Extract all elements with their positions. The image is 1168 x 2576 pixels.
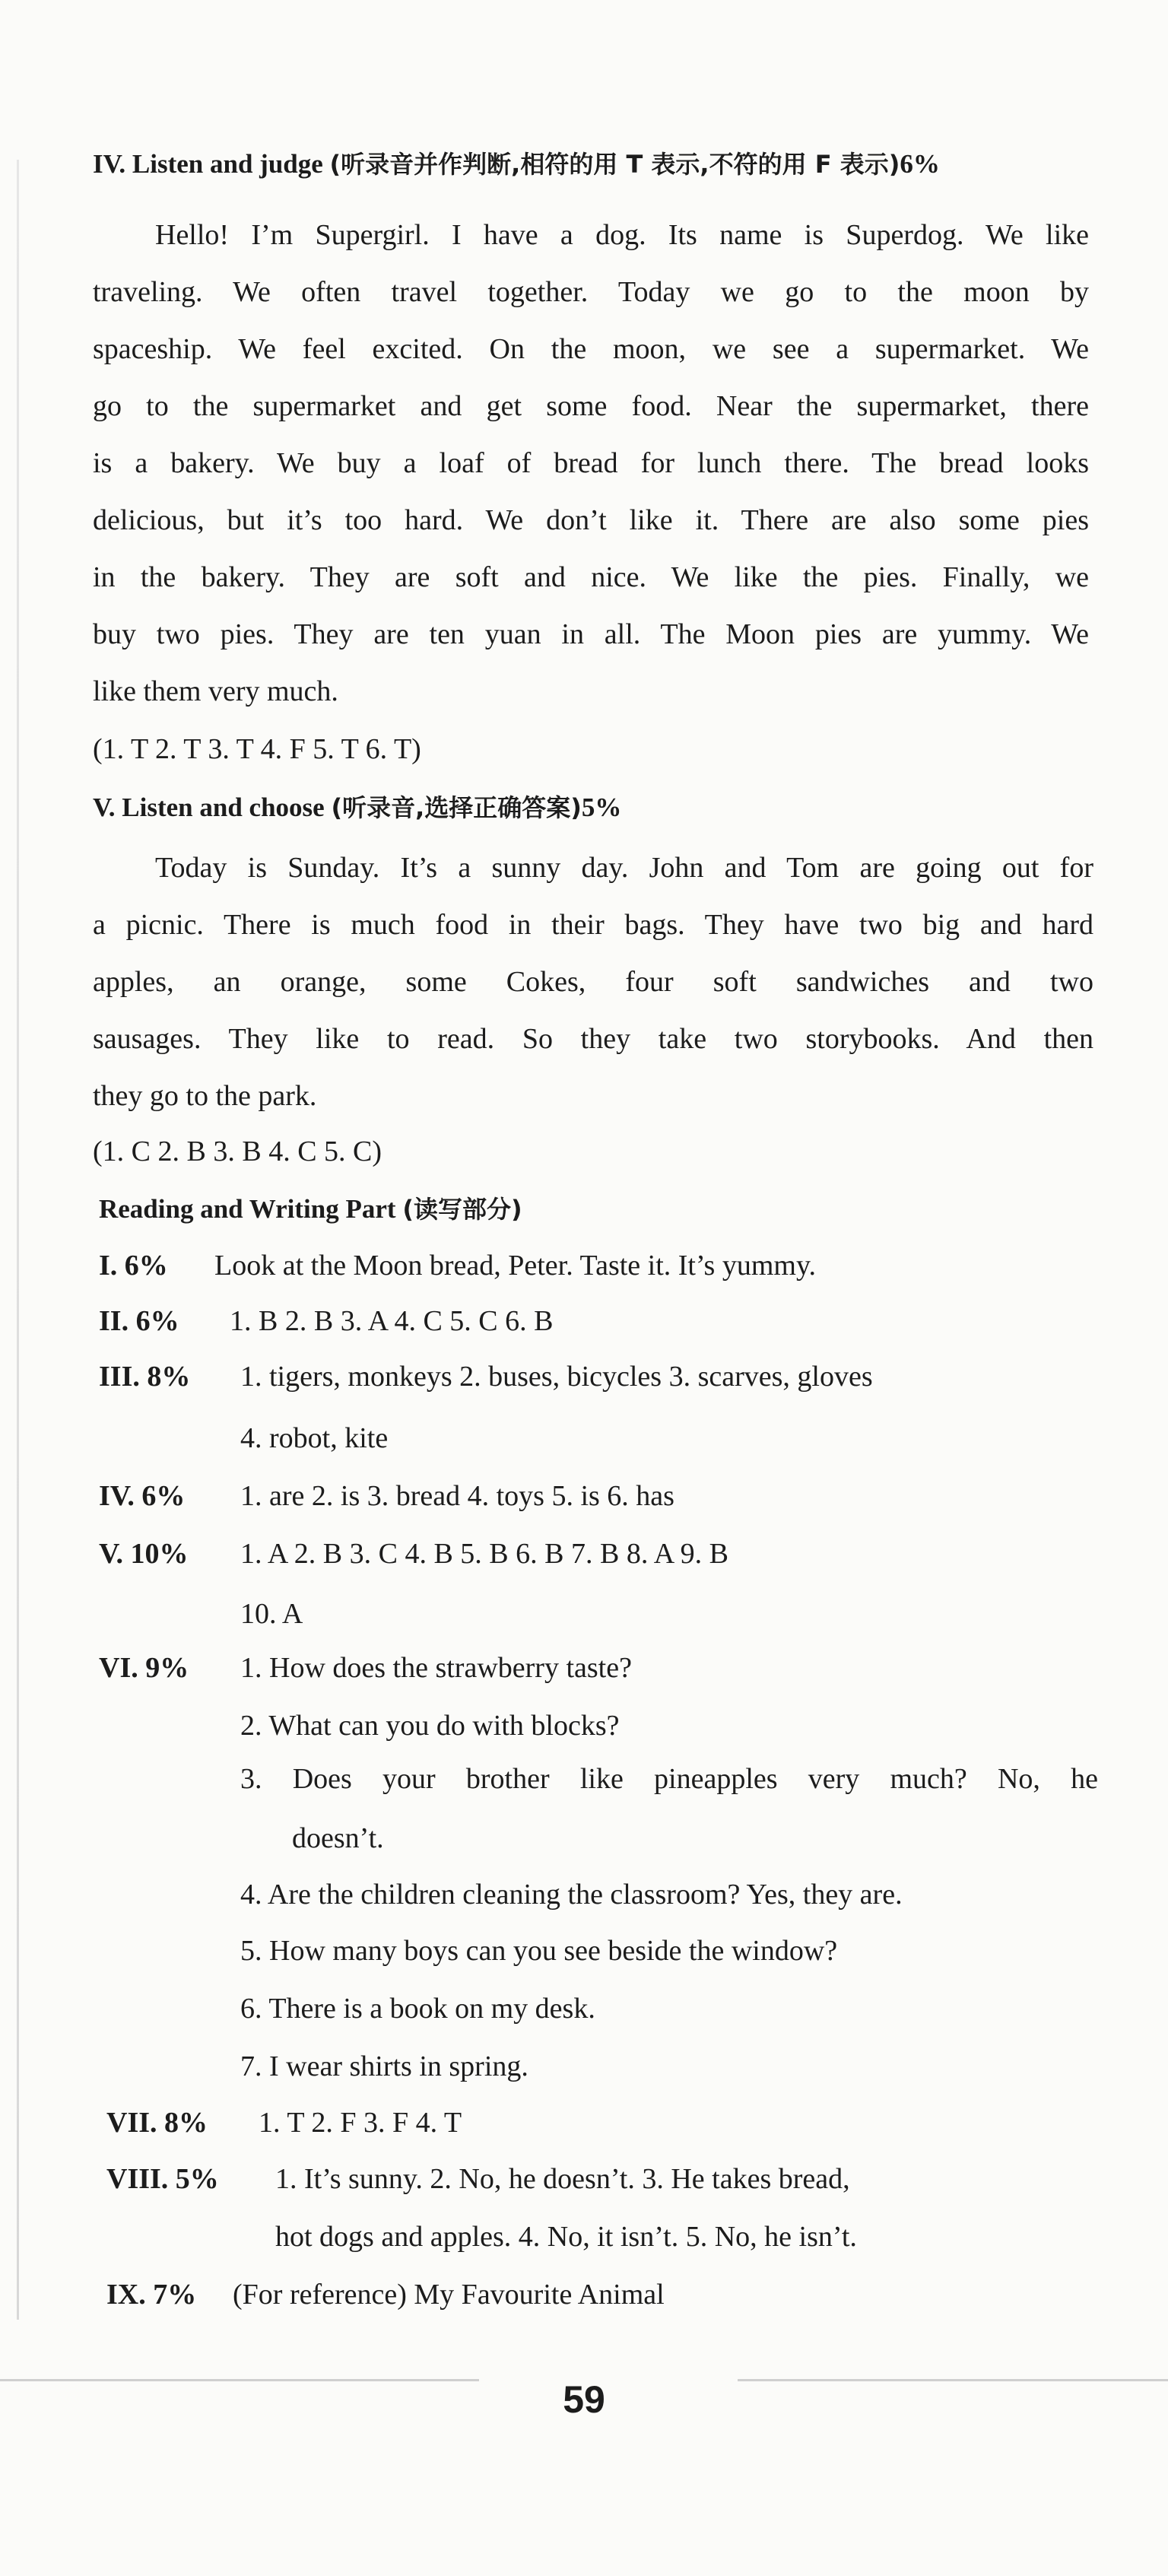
transcript-line: traveling. We often travel together. Today we go to the moon by [93, 276, 1089, 308]
transcript-line: in the bakery. They are soft and nice. We like the pies. Finally, we [93, 561, 1089, 593]
transcript-line: spaceship. We feel excited. On the moon, we see a supermarket. We [93, 333, 1089, 365]
reading-item-5-cont: 10. A [240, 1598, 303, 1630]
reading-item-8-cont: hot dogs and apples. 4. No, it isn’t. 5. No, he isn’t. [275, 2221, 857, 2253]
item-label: VII. 8% [106, 2107, 208, 2139]
transcript-line: go to the supermarket and get some food. Near the supermarket, there [93, 390, 1089, 422]
listening-section4-transcript [93, 207, 1089, 720]
transcript-line: like them very much. [93, 675, 338, 707]
item-answer: (For reference) My Favourite Animal [233, 2279, 665, 2311]
reading-item-6 [99, 1653, 632, 1682]
item-label: I. 6% [99, 1250, 168, 1282]
footer-rule-right [738, 2379, 1168, 2381]
reading-item-4 [99, 1482, 674, 1510]
reading-item-6-line: 2. What can you do with blocks? [240, 1710, 620, 1742]
heading-cn: (听录音并作判断,相符的用 T 表示,不符的用 F 表示) [329, 150, 900, 179]
heading-en: IV. Listen and judge [93, 149, 323, 179]
heading-pct: 6% [900, 149, 940, 179]
reading-item-8 [106, 2165, 850, 2193]
heading-pct: 5% [581, 792, 622, 822]
item-answer: 1. are 2. is 3. bread 4. toys 5. is 6. has [240, 1480, 674, 1512]
item-answer: 1. It’s sunny. 2. No, he doesn’t. 3. He takes bread, [275, 2163, 850, 2195]
item-answer: 1. T 2. F 3. F 4. T [259, 2107, 462, 2139]
item-label: II. 6% [99, 1305, 179, 1337]
listening-section4-answers: (1. T 2. T 3. T 4. F 5. T 6. T) [93, 733, 421, 765]
item-label: V. 10% [99, 1538, 189, 1570]
listening-section5-heading [93, 794, 621, 821]
item-answer: Look at the Moon bread, Peter. Taste it. It’s yummy. [214, 1250, 816, 1282]
binding-margin-line [17, 160, 19, 2320]
reading-item-6-line: 5. How many boys can you see beside the window? [240, 1935, 838, 1967]
reading-item-2 [99, 1307, 553, 1336]
item-label: III. 8% [99, 1361, 191, 1393]
transcript-line: they go to the park. [93, 1080, 317, 1112]
transcript-line: Today is Sunday. It’s a sunny day. John and Tom are going out for [155, 852, 1093, 884]
listening-section5-answers: (1. C 2. B 3. B 4. C 5. C) [93, 1136, 382, 1167]
transcript-line: sausages. They like to read. So they take two storybooks. And then [93, 1023, 1093, 1055]
reading-item-6-line: doesn’t. [292, 1822, 384, 1854]
heading-cn: (听录音,选择正确答案) [331, 793, 582, 822]
reading-item-9 [106, 2280, 665, 2309]
reading-item-7 [106, 2108, 462, 2137]
item-answer: 1. tigers, monkeys 2. buses, bicycles 3. scarves, gloves [240, 1361, 873, 1393]
item-answer: 1. How does the strawberry taste? [240, 1652, 632, 1684]
item-label: VIII. 5% [106, 2163, 219, 2195]
heading-en: V. Listen and choose [93, 792, 325, 822]
transcript-line: buy two pies. They are ten yuan in all. The Moon pies are yummy. We [93, 618, 1089, 650]
item-answer: 1. B 2. B 3. A 4. C 5. C 6. B [230, 1305, 554, 1337]
item-label: IV. 6% [99, 1480, 186, 1512]
heading-en: Reading and Writing Part [99, 1194, 396, 1224]
listening-section5-transcript [93, 840, 1093, 1125]
item-label: VI. 9% [99, 1652, 189, 1684]
reading-item-3-cont: 4. robot, kite [240, 1422, 389, 1454]
reading-item-6-line: 7. I wear shirts in spring. [240, 2050, 528, 2082]
reading-item-6-line: 4. Are the children cleaning the classroom? Yes, they are. [240, 1879, 903, 1911]
transcript-line: a picnic. There is much food in their bags. They have two big and hard [93, 909, 1093, 941]
heading-cn: (读写部分) [402, 1195, 522, 1224]
page-number: 59 [563, 2378, 605, 2421]
reading-item-6-line: 6. There is a book on my desk. [240, 1993, 595, 2025]
item-label: IX. 7% [106, 2279, 197, 2311]
footer-rule-left [0, 2379, 479, 2381]
reading-item-6-line: 3. Does your brother like pineapples very much? No, he [240, 1763, 1098, 1795]
item-answer: 1. A 2. B 3. C 4. B 5. B 6. B 7. B 8. A 9. B [240, 1538, 728, 1570]
transcript-line: is a bakery. We buy a loaf of bread for lunch there. The bread looks [93, 447, 1089, 479]
listening-section4-heading [93, 151, 940, 177]
reading-item-5 [99, 1539, 728, 1568]
transcript-line: delicious, but it’s too hard. We don’t like it. There are also some pies [93, 504, 1089, 536]
transcript-line: Hello! I’m Supergirl. I have a dog. Its name is Superdog. We like [155, 219, 1089, 251]
transcript-line: apples, an orange, some Cokes, four soft sandwiches and two [93, 966, 1093, 998]
reading-item-1 [99, 1251, 816, 1280]
reading-item-3 [99, 1362, 873, 1391]
reading-writing-heading [99, 1196, 522, 1222]
